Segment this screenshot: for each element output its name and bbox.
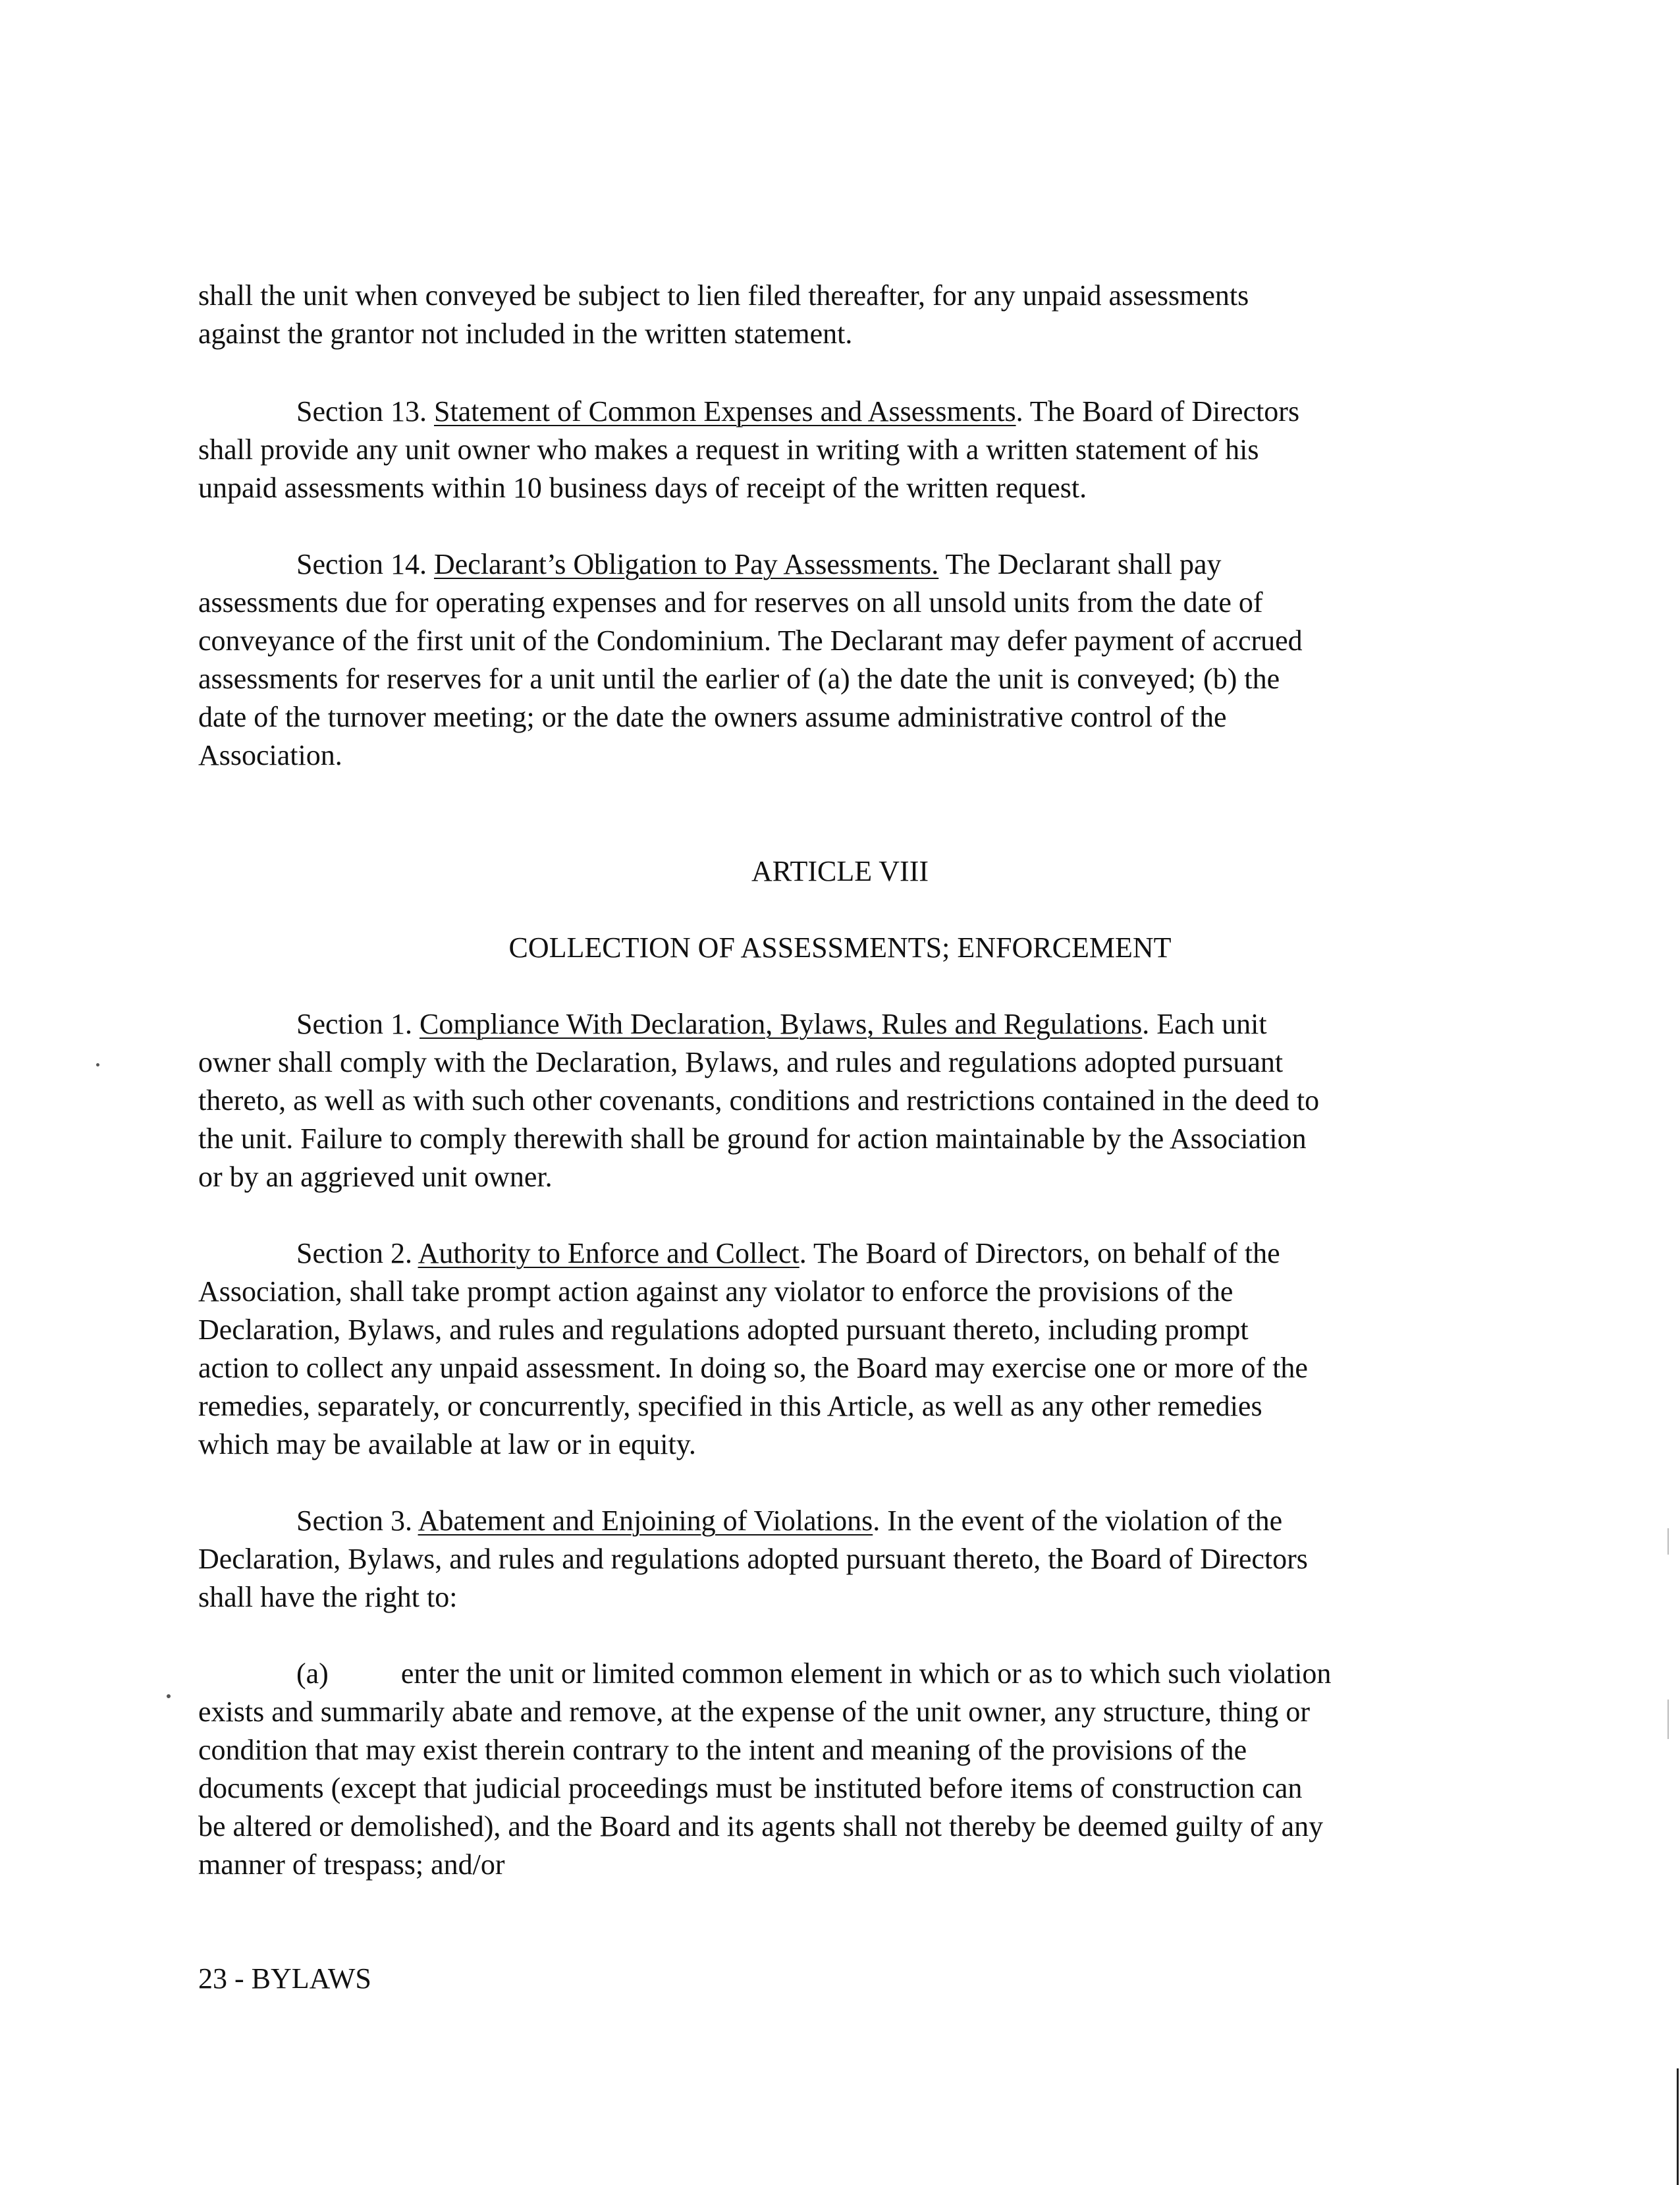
art-section-1-heading: Compliance With Declaration, Bylaws, Rules and Regulations	[419, 1008, 1143, 1040]
item-a-first-line	[296, 1655, 1331, 1693]
art-section-2-heading: Authority to Enforce and Collect	[418, 1237, 799, 1269]
art-section-2-line: which may be available at law or in equity.	[198, 1428, 696, 1460]
art-section-2-line: action to collect any unpaid assessment. In doing so, the Board may exercise one or more of the	[198, 1352, 1308, 1384]
art-section-1-line: thereto, as well as with such other covenants, conditions and restrictions contained in the deed to	[198, 1084, 1320, 1117]
scan-edge-mark	[1667, 1528, 1669, 1555]
section-13-line: shall provide any unit owner who makes a request in writing with a written statement of his	[198, 433, 1259, 466]
item-a-line: be altered or demolished), and the Board and its agents shall not thereby be deemed guilty of any	[198, 1810, 1324, 1842]
art-section-3-after-heading: . In the event of the violation of the	[873, 1505, 1283, 1537]
article-number: ARTICLE VIII	[751, 855, 929, 887]
continuation-line: against the grantor not included in the written statement.	[198, 318, 853, 350]
section-13-line: unpaid assessments within 10 business days of receipt of the written request.	[198, 472, 1087, 504]
art-section-2-line: remedies, separately, or concurrently, specified in this Article, as well as any other remedies	[198, 1390, 1262, 1422]
section-14-line: Association.	[198, 739, 342, 771]
section-13-heading: Statement of Common Expenses and Assessments	[433, 395, 1016, 428]
section-14-line: assessments for reserves for a unit until the earlier of (a) the date the unit is conveyed; (b) the	[198, 663, 1280, 695]
section-14-label: Section 14.	[296, 548, 434, 580]
item-a-line: documents (except that judicial proceedings must be instituted before items of construction can	[198, 1772, 1303, 1804]
art-section-1-line: owner shall comply with the Declaration, Bylaws, and rules and regulations adopted pursuant	[198, 1046, 1284, 1078]
page-footer: 23 - BYLAWS	[198, 1962, 371, 1995]
art-section-2-after-heading: . The Board of Directors, on behalf of the	[799, 1237, 1280, 1269]
item-a-marker: (a)	[296, 1657, 329, 1690]
art-section-1-label: Section 1.	[296, 1008, 420, 1040]
art-section-2-first-line	[296, 1234, 1280, 1273]
section-13-first-line	[296, 393, 1299, 431]
section-13-after-heading: . The Board of Directors	[1016, 395, 1300, 428]
art-section-1-line: the unit. Failure to comply therewith shall be ground for action maintainable by the Association	[198, 1122, 1307, 1155]
art-section-2-line: Declaration, Bylaws, and rules and regulations adopted pursuant thereto, including prompt	[198, 1314, 1249, 1346]
scan-speck	[96, 1063, 99, 1066]
section-14-heading: Declarant’s Obligation to Pay Assessments.	[433, 548, 939, 580]
scan-speck	[167, 1694, 171, 1698]
item-a-line: exists and summarily abate and remove, at the expense of the unit owner, any structure, thing or	[198, 1696, 1311, 1728]
art-section-3-first-line	[296, 1502, 1282, 1540]
section-14-line: date of the turnover meeting; or the date the owners assume administrative control of the	[198, 701, 1227, 733]
art-section-1-first-line	[296, 1005, 1267, 1043]
scan-edge-line	[1677, 2068, 1679, 2185]
art-section-3-line: shall have the right to:	[198, 1581, 458, 1613]
article-title: COLLECTION OF ASSESSMENTS; ENFORCEMENT	[508, 931, 1172, 964]
art-section-3-line: Declaration, Bylaws, and rules and regulations adopted pursuant thereto, the Board of Directors	[198, 1543, 1308, 1575]
item-a-line: manner of trespass; and/or	[198, 1848, 505, 1881]
art-section-3-heading: Abatement and Enjoining of Violations	[418, 1505, 873, 1537]
item-a-line: condition that may exist therein contrary to the intent and meaning of the provisions of the	[198, 1734, 1247, 1766]
section-14-line: assessments due for operating expenses and for reserves on all unsold units from the date of	[198, 586, 1263, 619]
scan-edge-mark	[1667, 1700, 1669, 1739]
section-13-label: Section 13.	[296, 395, 434, 428]
art-section-2-line: Association, shall take prompt action against any violator to enforce the provisions of the	[198, 1275, 1233, 1308]
art-section-1-line: or by an aggrieved unit owner.	[198, 1161, 553, 1193]
continuation-line: shall the unit when conveyed be subject to lien filed thereafter, for any unpaid assessments	[198, 279, 1249, 312]
section-14-first-line	[296, 545, 1221, 584]
art-section-2-label: Section 2.	[296, 1237, 418, 1269]
section-14-after-heading: The Declarant shall pay	[938, 548, 1222, 580]
item-a-first-text: enter the unit or limited common element in which or as to which such violation	[400, 1657, 1332, 1690]
art-section-3-label: Section 3.	[296, 1505, 418, 1537]
section-14-line: conveyance of the first unit of the Condominium. The Declarant may defer payment of accrued	[198, 624, 1303, 657]
art-section-1-after-heading: . Each unit	[1142, 1008, 1267, 1040]
